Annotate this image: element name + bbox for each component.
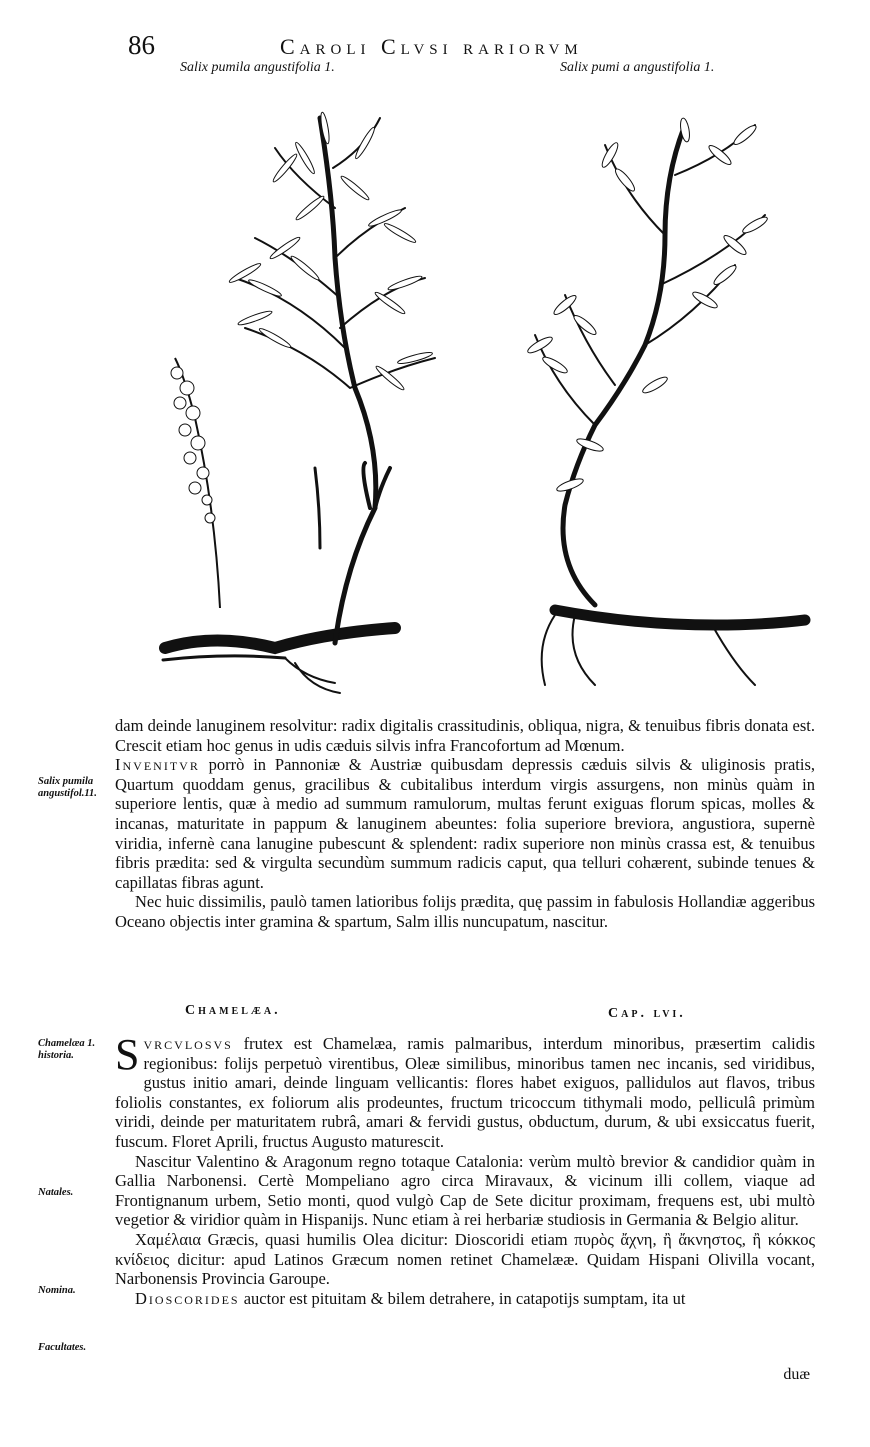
margin-note-natales: Natales. [38,1187,74,1198]
paragraph-nec-huic: Nec huic dissimilis, paulò tamen latioribus folijs prædita, quę passim in fabulosis Hollandiæ aggeribus Oceano objectis inter gramina & spartum, Salm illis nuncupatum, nascitur. [115,892,815,931]
running-title: Caroli Clvsi rariorvm [280,34,583,59]
margin-note-salix: Salix pumila angustifol.11. [38,776,97,799]
chapter-title: Chamelæa. [185,1003,281,1018]
figure-caption-right: Salix pumi a angustifolia 1. [560,60,715,75]
paragraph-historia-text: frutex est Chamelæa, ramis palmaribus, interdum minoribus, præsertim calidis regionibus: folijs perpetuò virentibus, Oleæ similibus, minoribus tamen nec incanis, sed viridibus, gustus initio amari, deinde linguam vellicantis: flores habet exiguos, pallidulos aut flavos, tribus foliolis constantes, ex foliorum alis prodeuntes, fructum tricoccum tithymali modo, pelliculâ primùm viridi, deinde per maturitatem rubrâ, amari & fervidi gustus, obductum, durum, & ubi exsiccatus fuerit, fuscum. Floret Aprili, fructus Augusto maturescit. [115,1034,815,1151]
lead-word: vrcvlosvs [143,1034,233,1053]
paragraph-facultates-text: auctor est pituitam & bilem detrahere, in catapotijs sumptam, ita ut [239,1288,686,1308]
paragraph-invenitur-text: porrò in Pannoniæ & Austriæ quibusdam depressis cæduis silvis & uliginosis pratis, Quartum quoddam genus, gracilibus & cubitalibus interdum virgis assurgens, non minùs quàm in superiore lentis, quæ à medio ad summum ramulorum, multas ferunt exiguas florum spicas, molles & incanas, maturitate in pappum & lanuginem abeuntes: folia superiore breviora, angustiora, supernè viridia, infernè cana lanugine pubescunt & splendent: radix superiore non minùs crassa est, & tenuibus fibris prædita: sed & virgulta secundùm summum radicis caput, qua telluri cohærent, subinde tenues & capillatas fibras agunt. [115,755,815,892]
catchword: duæ [783,1366,810,1383]
paragraph-historia [115,1030,815,1152]
margin-note-facultates: Facultates. [38,1342,87,1353]
margin-note-nomina: Nomina. [38,1285,76,1296]
paragraph-nomina: Χαμέλαια Græcis, quasi humilis Olea dicitur: Dioscoridi etiam πυρὸς ἄχνη, ἢ ἄκνηστος, ἢ κόκκος κνίδειος dicitur: apud Latinos Græcum nomen retinet Chamelææ. Quidam Hispani Olivilla vocant, Narbonensis Provincia Garoupe. [115,1229,815,1289]
paragraph-continuation: dam deinde lanuginem resolvitur: radix digitalis crassitudinis, obliqua, nigra, & tenuibus fibris donata est. Crescit etiam hoc genus in udis cæduis silvis infra Francofortum ad Mœnum. [115,716,815,755]
text-block-salix [115,716,815,932]
figure-caption-left: Salix pumila angustifolia 1. [180,60,335,75]
paragraph-facultates [115,1289,815,1309]
paragraph-invenitur [115,755,815,892]
chapter-number: Cap. lvi. [608,1006,686,1021]
text-block-chamelaea [115,1030,815,1308]
drop-cap: S [115,1030,140,1079]
lead-word: Dioscorides [135,1288,240,1308]
margin-note-historia: Chamelæa 1. historia. [38,1038,96,1061]
lead-word: Invenitvr [115,755,200,775]
page-number: 86 [128,30,155,60]
woodcut-salix-left [135,88,465,708]
paragraph-natales: Nascitur Valentino & Aragonum regno totaque Catalonia: verùm multò brevior & candidior quàm in Gallia Narbonensi. Certè Mompeliano agro circa Miravaux, & vicinum illi collem, viaque ad Frontignanum urbem, Setio monti, quod vulgò Cap de Sete dicitur proximam, frequens est, ubi multò vegetior & viridior quàm in Hispanijs. Nunc etiam à rei herbariæ studiosis in Germania & Belgio alitur. [115,1151,815,1230]
woodcut-salix-right [495,85,825,705]
